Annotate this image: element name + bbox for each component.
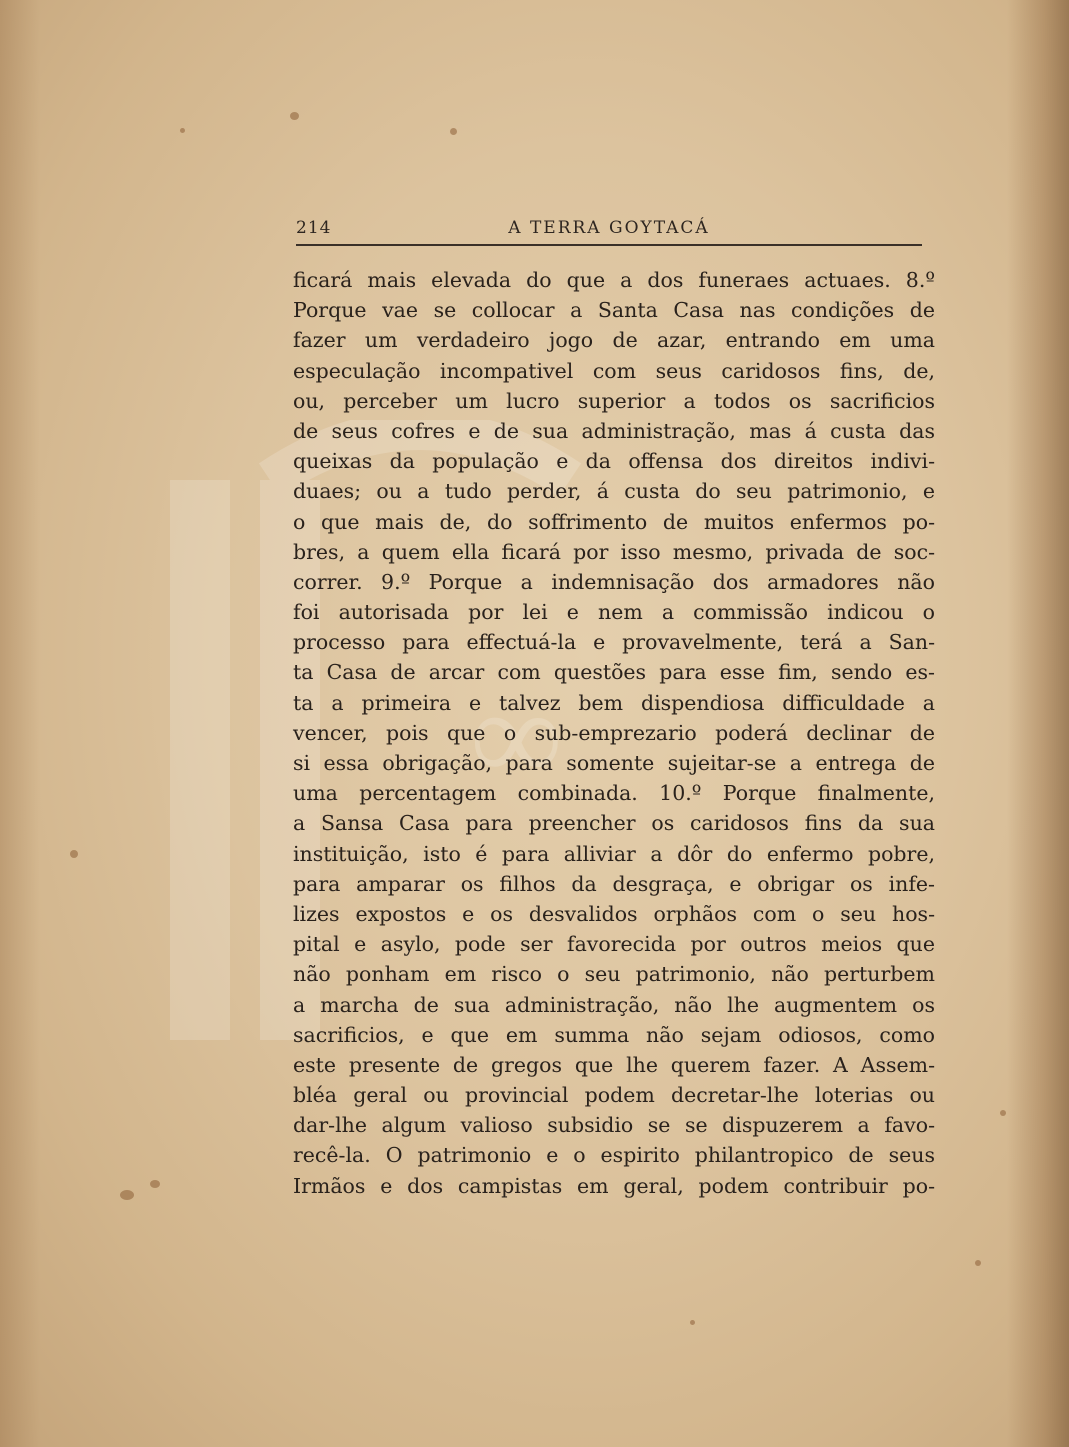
page-spine-shadow xyxy=(1007,0,1069,1447)
text-line: si essa obrigação, para somente sujeitar-se a entrega de xyxy=(293,751,935,775)
text-line: processo para effectuá-la e provavelmente, terá a San- xyxy=(293,630,935,655)
text-line: Irmãos e dos campistas em geral, podem contribuir po- xyxy=(293,1173,935,1198)
foxing-spot xyxy=(150,1180,160,1188)
page-number: 214 xyxy=(296,218,332,238)
foxing-spot xyxy=(1000,1110,1006,1116)
text-line: ta a primeira e talvez bem dispendiosa difficuldade a xyxy=(293,690,935,715)
text-line: especulação incompativel com seus caridosos fins, de, xyxy=(293,358,935,383)
text-line: Porque vae se collocar a Santa Casa nas condições de xyxy=(293,298,935,323)
text-line: vencer, pois que o sub-emprezario poderá declinar de xyxy=(293,720,935,745)
foxing-spot xyxy=(70,850,78,858)
text-line: bléa geral ou provincial podem decretar-lhe loterias ou xyxy=(293,1083,935,1108)
text-line: ou, perceber um lucro superior a todos os sacrificios xyxy=(293,388,935,413)
text-line: de seus cofres e de sua administração, mas á custa das xyxy=(293,418,935,443)
foxing-spot xyxy=(290,112,299,120)
text-line: lizes expostos e os desvalidos orphãos com o seu hos- xyxy=(293,901,935,926)
text-line: queixas da população e da offensa dos direitos indivi- xyxy=(293,449,935,474)
text-line: foi autorisada por lei e nem a commissão indicou o xyxy=(293,600,935,625)
text-line: instituição, isto é para alliviar a dôr do enfermo pobre, xyxy=(293,841,935,866)
text-line: duaes; ou a tudo perder, á custa do seu patrimonio, e xyxy=(293,479,935,504)
foxing-spot xyxy=(450,128,457,135)
text-line: ficará mais elevada do que a dos funeraes actuaes. 8.º xyxy=(293,268,935,292)
text-line: não ponham em risco o seu patrimonio, não perturbem xyxy=(293,962,935,987)
text-line: a Sansa Casa para preencher os caridosos fins da sua xyxy=(293,811,935,836)
text-line: para amparar os filhos da desgraça, e obrigar os infe- xyxy=(293,871,935,896)
text-line: a marcha de sua administração, não lhe augmentem os xyxy=(293,992,935,1017)
text-line: uma percentagem combinada. 10.º Porque finalmente, xyxy=(293,781,935,806)
foxing-spot xyxy=(690,1320,695,1325)
foxing-spot xyxy=(975,1260,981,1266)
text-line: pital e asylo, pode ser favorecida por outros meios que xyxy=(293,932,935,957)
foxing-spot xyxy=(180,128,185,133)
body-text xyxy=(293,265,935,1201)
text-line: dar-lhe algum valioso subsidio se se dispuzerem a favo- xyxy=(293,1113,935,1138)
text-line: o que mais de, do soffrimento de muitos enfermos po- xyxy=(293,509,935,534)
running-header xyxy=(296,218,922,246)
text-line: sacrificios, e que em summa não sejam odiosos, como xyxy=(293,1022,935,1047)
page-left-edge-shadow xyxy=(0,0,40,1447)
text-line: bres, a quem ella ficará por isso mesmo, privada de soc- xyxy=(293,539,935,564)
text-line: fazer um verdadeiro jogo de azar, entrando em uma xyxy=(293,328,935,353)
running-title: A TERRA GOYTACÁ xyxy=(508,218,710,238)
text-line: este presente de gregos que lhe querem fazer. A Assem- xyxy=(293,1052,935,1077)
svg-text:∞: ∞ xyxy=(470,665,563,809)
text-line: recê-la. O patrimonio e o espirito philantropico de seus xyxy=(293,1143,935,1168)
text-line: correr. 9.º Porque a indemnisação dos armadores não xyxy=(293,569,935,594)
foxing-spot xyxy=(120,1190,134,1200)
text-line: ta Casa de arcar com questões para esse fim, sendo es- xyxy=(293,660,935,685)
